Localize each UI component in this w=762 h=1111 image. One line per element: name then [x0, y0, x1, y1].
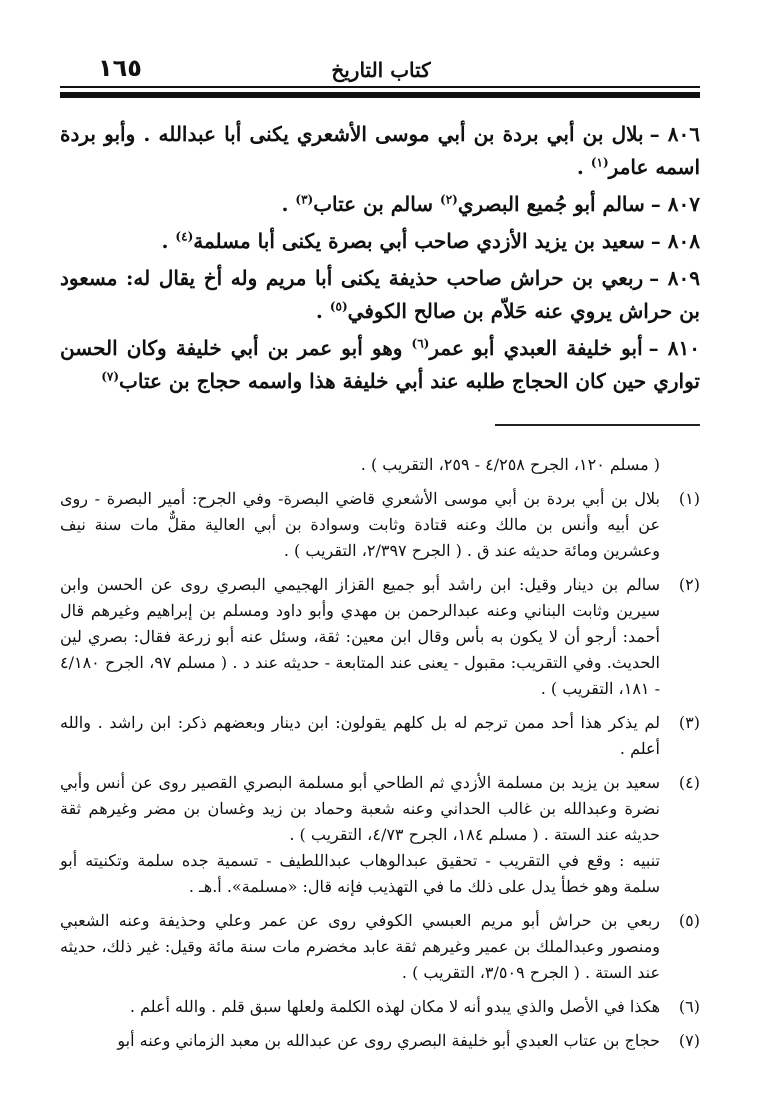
entry-810: [60, 332, 700, 398]
footnote-2: [60, 572, 700, 702]
entry-tail: .: [576, 155, 591, 179]
footnote-number: (٣): [678, 713, 700, 732]
footnote-7: [60, 1028, 700, 1054]
main-entries: [60, 118, 700, 402]
entry-text: سعيد بن يزيد الأزدي صاحب أبي بصرة يكنى أبا مسلمة: [193, 229, 645, 253]
footnote-ref: (٢): [440, 192, 458, 207]
entry-number: ٨٠٧ –: [650, 192, 700, 216]
footnote-5: [60, 908, 700, 986]
entry-809: [60, 262, 700, 328]
entry-text: سالم أبو جُميع البصري: [457, 192, 645, 216]
footnote-text: لم يذكر هذا أحد ممن ترجم له بل كلهم يقولون: ابن دينار وبعضهم ذكر: ابن راشد . والله أعلم .: [60, 713, 660, 758]
footnote-ref: (٣): [295, 192, 314, 207]
entry-number: ٨٠٦ –: [649, 122, 701, 146]
footnote-number: (٧): [678, 1031, 700, 1050]
footnote-text: ربعي بن حراش أبو مريم العبسي الكوفي روى عن عمر وعلي وحذيفة وعنه الشعبي ومنصور وعبدالملك بن عمير وغيرهم ثقة عابد مخضرم مات سنة مائة وقيل: غير ذلك، حديثه عند الستة . ( الجرح ٣/٥٠٩، التقريب ) .: [60, 911, 660, 982]
footnote-number: (٤): [678, 773, 700, 792]
footnote-note: تنبيه : وقع في التقريب - تحقيق عبدالوهاب عبداللطيف - تسمية جده سلمة وتكنيته أبو سلمة وهو خطأ يدل على ذلك ما في التهذيب فإنه قال: «مسلمة». أ.هـ .: [60, 851, 660, 896]
entry-tail: .: [315, 299, 330, 323]
entry-text: أبو خليفة العبدي أبو عمر: [429, 336, 643, 360]
entry-number: ٨٠٨ –: [650, 229, 700, 253]
footnote-number: (٦): [678, 997, 700, 1016]
footnote-text: هكذا في الأصل والذي يبدو أنه لا مكان لهذه الكلمة ولعلها سبق قلم . والله أعلم .: [129, 997, 660, 1016]
footnote-separator: [495, 424, 700, 426]
header-rule-thick: [60, 92, 700, 98]
footnote-3: [60, 710, 700, 762]
footnote-ref: (١): [590, 155, 609, 170]
book-title: كتاب التاريخ: [331, 58, 431, 82]
footnote-ref: (٥): [329, 299, 348, 314]
entry-number: ٨٠٩ –: [649, 266, 700, 290]
entry-806: [60, 118, 700, 184]
footnote-text: سعيد بن يزيد بن مسلمة الأزدي ثم الطاحي أبو مسلمة البصري القصير روى عن أنس وأبي نضرة وعبدالله بن غالب الحداني وعنه شعبة وحماد بن زيد وغسان بن مضر وغيرهم ثقة حديثه عند الستة . ( مسلم ١٨٤، الجرح ٤/٧٣، التقريب ) .: [60, 773, 661, 844]
entry-text-2: سالم بن عتاب: [313, 192, 441, 216]
entry-tail: .: [281, 192, 296, 216]
footnote-text: بلال بن أبي بردة بن أبي موسى الأشعري قاضي البصرة- وفي الجرح: أمير البصرة - روى عن أبيه وأنس بن مالك وعنه قتادة وثابت وسوادة بن أبي العالية مقلٌّ مات سنة نيف وعشرين ومائة حديثه عند ق . ( الجرح ٢/٣٩٧، التقريب ) .: [60, 489, 661, 560]
footnote-ref: (٧): [101, 369, 120, 384]
entry-807: [60, 188, 700, 221]
footnotes: [60, 452, 700, 1062]
footnote-text: سالم بن دينار وقيل: ابن راشد أبو جميع القزاز الهجيمي البصري روى عن الحسن وابن سيرين وثابت البناني وعنه عبدالرحمن بن مهدي وأبو داود ومسلم بن إبراهيم وغيرهم قال أحمد: أرجو أن لا يكون به بأس وقال ابن معين: ثقة، وسئل عنه أبو زرعة فقال: بصري لين الحديث. وفي التقريب: مقبول - يعنى عند المتابعة - حديثه عند د . ( مسلم ٩٧، الجرح ٤/١٨٠ - ١٨١، التقريب ) .: [60, 575, 661, 698]
page-number: ١٦٥: [98, 54, 142, 82]
footnote-6: [60, 994, 700, 1020]
footnote-continuation: ( مسلم ١٢٠، الجرح ٤/٢٥٨ - ٢٥٩، التقريب ) .: [360, 455, 660, 474]
entry-text: بلال بن أبي بردة بن أبي موسى الأشعري يكنى أبا عبدالله . وأبو بردة اسمه عامر: [60, 122, 700, 179]
entry-808: [60, 225, 700, 258]
footnote-text: حجاج بن عتاب العبدي أبو خليفة البصري روى عن عبدالله بن معبد الزماني وعنه أبو: [117, 1031, 660, 1050]
page-header: [62, 52, 700, 88]
entry-tail: .: [161, 229, 176, 253]
footnote-number: (١): [678, 489, 700, 508]
header-rule-thin: [60, 86, 700, 88]
entry-text: ربعي بن حراش صاحب حذيفة يكنى أبا مريم وله أخ يقال له: مسعود بن حراش يروي عنه حَلاّم بن صالح الكوفي: [60, 266, 700, 323]
footnote-number: (٢): [678, 575, 700, 594]
footnote-4: [60, 770, 700, 900]
entry-number: ٨١٠ –: [648, 336, 700, 360]
entry-text-2: وهو أبو عمر بن أبي خليفة وكان الحسن تواري حين كان الحجاج طلبه عند أبي خليفة هذا واسمه حجاج بن عتاب: [60, 336, 700, 393]
footnote-1: [60, 486, 700, 564]
footnote-ref: (٤): [175, 229, 194, 244]
footnote-ref: (٦): [411, 336, 430, 351]
footnote-number: (٥): [678, 911, 700, 930]
